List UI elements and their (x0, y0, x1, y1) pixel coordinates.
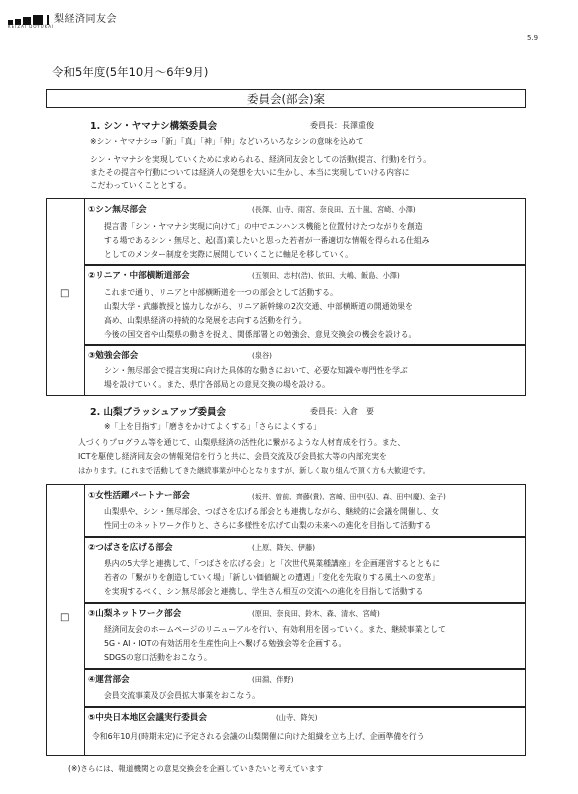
section-1-heading: 1. シン・ヤマナシ構築委員会 (90, 121, 218, 132)
subcommittee-title: ①シン無尽部会 (88, 205, 147, 215)
subcommittee-members: (坂井、曽前、齊藤(貴)、宮崎、田中(弘)、森、田中(慶)、金子) (252, 493, 446, 501)
footnote: (※)さらには、報道機関との意見交換会を企画していきたいと考えています (68, 764, 324, 773)
subcommittee-line: 県内の5大学と連携して、「つばさを広げる会」と「次世代異業種講座」を企画運営するとともに (104, 559, 441, 568)
section-2-checkbox[interactable]: □ (60, 612, 70, 623)
subcommittee-line: 経済同友会のホームページのリニューアルを行い、有効利用を図っていく。また、継続事業として (104, 625, 446, 634)
organization-logo (8, 10, 117, 25)
logo-text: 梨経済同友会 (54, 14, 117, 25)
section-1-line: こだわっていくこととする。 (90, 181, 192, 190)
section-2-heading: 2. 山梨ブラッシュアップ委員会 (90, 407, 226, 418)
subcommittee-title: ③山梨ネットワーク部会 (88, 609, 182, 619)
subcommittee-line: 性同士のネットワーク作りと、さらに多様性を広げて山梨の未来への進化を目指して活動する (104, 521, 432, 530)
subcommittee-members: (原田、奈良田、鈴木、森、清水、宮崎) (252, 609, 380, 618)
subcommittee-line: 今後の国交省や山梨県の動きを捉え、関係部署との勉強会、意見交換会の機会を設ける。 (104, 330, 417, 339)
fiscal-year: 令和5年度(5年10月～6年9月) (52, 65, 209, 79)
subcommittee-members: (五領田、志村(浩)、依田、大嶋、飯島、小澤) (252, 271, 400, 280)
subcommittee-line: 場を設けていく。また、県庁各部局との意見交換の場を設ける。 (104, 380, 330, 389)
subcommittee-members: (上原、降矢、伊藤) (252, 543, 316, 552)
subcommittee-line: 高め、山梨県経済の持続的な発展を志向する活動を行う。 (104, 316, 307, 325)
subcommittee-members: (田淵、伴野) (252, 675, 294, 684)
section-1-chair: 委員長：長澤重俊 (310, 121, 374, 130)
subcommittee-title: ⑤中央日本地区会議実行委員会 (88, 713, 207, 723)
section-2-line: はかります。(これまで活動してきた継続事業が中心となりますが、新しく取り組んで頂く方も大歓迎です。 (78, 466, 430, 475)
subcommittee-line: 令和6年10月(時期未定)に予定される会議の山梨開催に向けた組織を立ち上げ、企画準備を行う (92, 732, 425, 741)
logo-subtitle: KEIZAI DOYUKAI (8, 24, 55, 29)
subcommittee-line: 5G・AI・IOTの有効活用を生産性向上へ繋げる勉強会等を企画する。 (104, 639, 347, 648)
section-1-line: またその提言や行動については経済人の発想を大いに生かし、本当に実現していける内容に (90, 168, 410, 177)
subcommittee-line: 山梨大学・武藤教授と協力しながら、リニア新幹線の2次交通、中部横断道の開通効果を (104, 302, 413, 311)
subcommittee-line: 若者の「繋がりを創造していく場」「新しい価値観との遭遇」「変化を先取りする風土への変革」 (104, 573, 440, 582)
subcommittee-line: 提言書「シン・ヤマナシ実現に向けて」の中でエンハンス機能と位置付けたつながりを創造 (104, 222, 423, 231)
subcommittee-line: 会員交流事業及び会員拡大事業をおこなう。 (104, 691, 260, 700)
section-1-line: シン・ヤマナシを実現していくために求められる、経済同友会としての活動(提言、行動)を行う。 (90, 155, 431, 164)
subcommittee-members: (泉谷) (252, 351, 272, 360)
document-title: 委員会(部会)案 (46, 89, 526, 108)
subcommittee-title: ②つばさを広げる部会 (88, 543, 173, 553)
subcommittee-line: としてのメンター制度を実際に展開していくことに軸足を移していく。 (104, 250, 354, 259)
subcommittee-title: ④運営部会 (88, 675, 130, 685)
section-2-line: ICTを駆使し経済同友会の情報発信を行うと共に、会員交流及び会員拡大等の内部充実を (78, 452, 387, 461)
section-2-line: ※「上を目指す」「磨きをかけてよくする」「さらによくする」 (104, 422, 322, 431)
section-2-chair: 委員長：入倉 要 (310, 407, 374, 416)
document-date: 5.9 (527, 34, 539, 42)
subcommittee-title: ③勉強会部会 (88, 351, 139, 361)
section-2-line: 人づくりプログラム等を通じて、山梨県経済の活性化に繋がるような人材育成を行う。また、 (78, 438, 406, 447)
subcommittee-line: を実現するべく、シン無尽部会と連携し、学生さん相互の交流への進化を目指して活動する (104, 587, 424, 596)
subcommittee-title: ①女性活躍パートナー部会 (88, 491, 190, 501)
section-1-line: ※シン・ヤマナシ⇒「新」「真」「神」「伸」などいろいろなシンの意味を込めて (90, 137, 364, 146)
subcommittee-line: これまで通り、リニアと中部横断道を一つの部会として活動する。 (104, 288, 338, 297)
subcommittee-members: (長澤、山寺、雨宮、奈良田、五十嵐、宮崎、小澤) (252, 205, 416, 214)
subcommittee-title: ②リニア・中部横断道部会 (88, 271, 190, 281)
subcommittee-line: する場であるシン・無尽と、起(喜)業したいと思った若者が一番適切な情報を得られる仕組み (104, 236, 430, 245)
subcommittee-line: シン・無尽部会で提言実現に向けた具体的な動きにおいて、必要な知識や専門性を学ぶ (104, 366, 408, 375)
subcommittee-line: 山梨県や、シン・無尽部会、つばさを広げる部会とも連携しながら、継続的に会議を開催し、女 (104, 507, 439, 516)
section-1-checkbox[interactable]: □ (60, 288, 70, 299)
subcommittee-line: SDGSの窓口活動をおこなう。 (104, 653, 212, 662)
subcommittee-members: (山寺、降矢) (276, 713, 318, 722)
